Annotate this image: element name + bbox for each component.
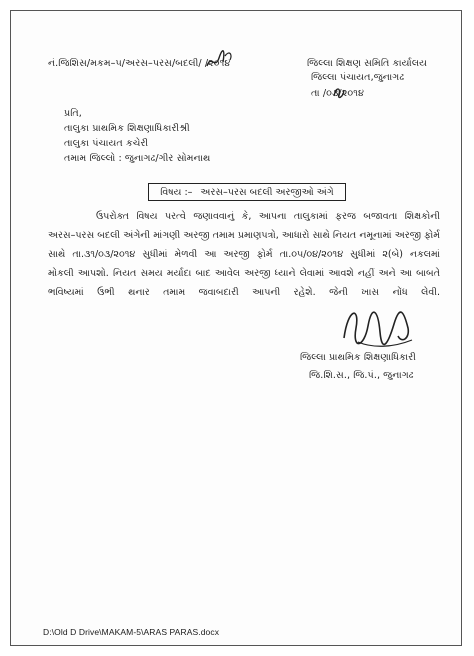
addressee-salutation: પ્રતિ,: [64, 108, 82, 119]
handwritten-date-mark: [332, 84, 346, 100]
office-name: જિલ્લા શિક્ષણ સમિતિ કાર્યાલય: [307, 58, 427, 69]
subject-box: [148, 183, 346, 201]
reference-number: નં.જિશિસ/મકમ–૫/અરસ–પરસ/બદલી/ /૨૦૧૪: [48, 58, 231, 69]
body-line: અરસ–પરસ બદલી અંગેની માંગણી અરજી તમામ પ્રમાણપત્રો, આધારો સાથે નિયત નમૂનામાં અરજી ફોર્મ: [48, 230, 440, 241]
addressee-title: તાલુકા પ્રાથમિક શિક્ષણાધિકારીશ્રી: [64, 123, 190, 134]
handwritten-signature: [338, 298, 418, 358]
office-date: તા /૦૩/૨૦૧૪: [311, 88, 364, 99]
signatory-title: જિલ્લા પ્રાથમિક શિક્ષણાધિકારી: [300, 352, 416, 363]
body-line: મોકલી આપશો. નિયત સમય મર્યાદા બાદ આવેલ અરજી ધ્યાને લેવામાં આવશે નહીં અને આ બાબતે: [48, 268, 440, 279]
file-path-footer: D:\Old D Drive\MAKAM-5\ARAS PARAS.docx: [43, 627, 220, 637]
signatory-department: જિ.શિ.સ., જિ.પં., જુનાગઢ: [309, 370, 414, 381]
body-line: સાથે તા.૩૧/૦૩/૨૦૧૪ સુધીમાં મેળવી આ અરજી ફોર્મ તા.૦૫/૦૪/૨૦૧૪ સુધીમાં ૨(બે) નકલમાં: [48, 249, 440, 260]
handwritten-number-mark: [203, 46, 237, 74]
addressee-district: તમામ જિલ્લો : જુનાગઢ/ગીર સોમનાથ: [64, 153, 211, 164]
subject-text: અરસ–પરસ બદલી અરજીઓ અંગે: [200, 186, 334, 198]
body-line: ભવિષ્યમાં ઉભી થનાર તમામ જવાબદારી આપની રહેશે. જેની ખાસ નોંધ લેવી.: [48, 287, 440, 298]
office-location: જિલ્લા પંચાયત,જુનાગઢ: [311, 72, 405, 83]
addressee-office: તાલુકા પંચાયત કચેરી: [64, 138, 149, 149]
subject-label: વિષય :–: [160, 186, 193, 198]
body-line: ઉપરોક્ત વિષય પરત્વે જણાવવાનું કે, આપના તાલુકામાં ફરજ બજાવતા શિક્ષકોની: [96, 211, 440, 222]
